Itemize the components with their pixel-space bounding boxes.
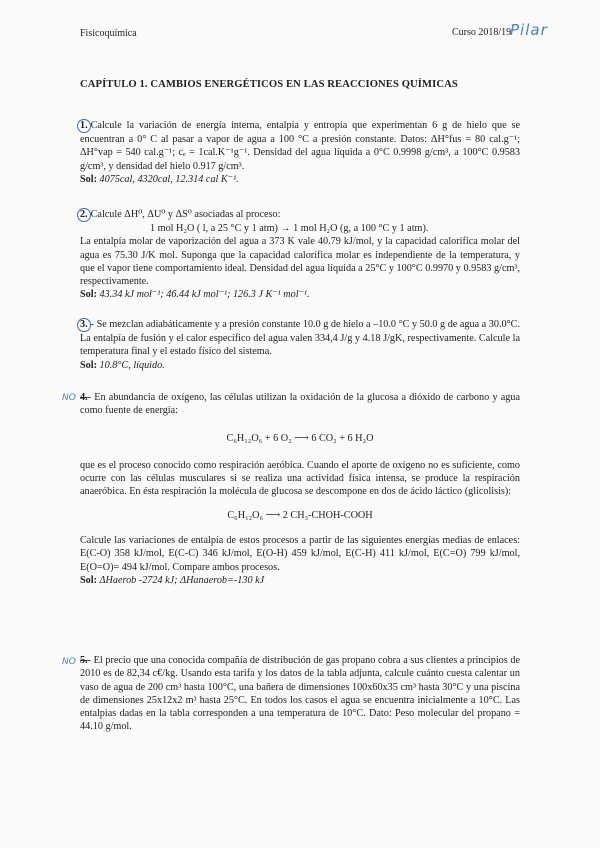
subject-header: Fisicoquímica [80,28,137,39]
course-header: Curso 2018/19 [452,27,512,38]
problem-2 [80,208,520,302]
problem-1-text: Calcule la variación de energía interna, entalpía y entropía que experimentan 6 g de hielo que se encuentran a 0° C al pasar a vapor de agua a 100 °C a presión constante. Datos: ΔH°fus = 80 cal.g⁻¹; ΔH°vap = 540 cal.g⁻¹; cₑ = 1cal.K⁻¹g⁻¹. Densidad del agua líquida a 0°C 0.9998 g/cm³, a 100°C 0.9583 g/cm³, y densidad del hielo 0.917 g/cm³. [80,120,520,172]
equation-aerobic: C₆H₁₂O₆ + 6 O₂ ⟶ 6 CO₂ + 6 H₂O [226,432,374,444]
problem-4-no-mark: NO [62,393,76,403]
problem-4 [80,391,520,587]
problem-5-no-mark: NO [62,657,76,667]
chapter-title: CAPÍTULO 1. CAMBIOS ENERGÉTICOS EN LAS REACCIONES QUÍMICAS [80,79,458,90]
handwritten-name: Pilar [510,21,548,39]
problem-1-solution: 4075cal, 4320cal, 12.314 cal K⁻¹. [99,173,239,185]
problem-4-number: 4. [80,392,88,403]
problem-1-sol-label: Sol: [80,173,97,185]
problem-2-intro: Calcule ΔH⁰, ΔU⁰ y ΔS⁰ asociadas al proceso: [90,209,281,220]
problem-3-text: - Se mezclan adiabáticamente y a presión constante 10.0 g de hielo a –10.0 °C y 50.0 g de agua a 30.0°C. La entalpía de fusión y el calor específico del agua valen 334,4 J/g y 4.18 J/gK, respectivamente. Calcule la temperatura final y el estado físico del sistema. [80,319,520,358]
problem-4-sol-label: Sol: [80,574,97,586]
problem-3-sol-label: Sol: [80,359,97,371]
problem-5-number: 5. [80,655,88,666]
problem-3 [80,318,520,372]
problem-5-text: - El precio que una conocida compañía de distribución de gas propano cobra a sus clientes a principios de 2010 es de 82,34 c€/kg. Usando esta tarifa y los datos de la tabla adjunta, calcule cuánto cuesta calentar un vaso de agua de 200 cm³ hasta 100°C, una bañera de dimensiones 100x60x35 cm³ hasta 30°C y una piscina de dimensiones 25x12x2 m³ hasta 25°C. En todos los casos el agua se encuentra inicialmente a 10°C. Las entalpias dadas en la tabla corresponden a una temperatura de 10°C. Dato: Peso molecular del propano = 44.10 g/mol. [80,655,520,733]
problem-4-solution: ΔHaerob -2724 kJ; ΔHanaerob=-130 kJ [99,574,265,586]
problem-2-reaction: 1 mol H₂O ( l, a 25 °C y 1 atm) → 1 mol H₂O (g, a 100 °C y 1 atm). [150,223,429,234]
problem-1-number: 1. [77,119,91,133]
problem-2-sol-label: Sol: [80,289,97,301]
problem-2-solution: 43.34 kJ mol⁻¹; 46.44 kJ mol⁻¹; 126.3 J K⁻¹ mol⁻¹. [99,289,310,301]
equation-anaerobic: C₆H₁₂O₆ ⟶ 2 CH₃-CHOH-COOH [227,509,373,521]
problem-4-text-2: que es el proceso conocido como respiración aeróbica. Cuando el aporte de oxígeno no es suficiente, como ocurre con las células musculares si se realiza una actividad física intensa, se produce la respiración anaeróbica. En ésta respiración la molécula de glucosa se descompone en dos de ácido láctico (glicolisis): [80,459,520,498]
problem-4-text-1: - En abundancia de oxígeno, las células utilizan la oxidación de la glucosa a dióxido de carbono y agua como fuente de energía: [80,392,520,417]
problem-4-text-3: Calcule las variaciones de entalpía de estos procesos a partir de las siguientes energías medias de enlaces: E(C-O) 358 kJ/mol, E(C-C) 346 kJ/mol, E(O-H) 459 kJ/mol, E(C-H) 411 kJ/mol, E(C=O) 799 kJ/mol, E(O=O)= 494 kJ/mol. Compare ambos procesos. [80,535,520,573]
problem-3-solution: 10.8°C, líquido. [99,359,165,371]
problem-5 [80,654,520,734]
problem-2-text: La entalpía molar de vaporización del agua a 373 K vale 40.79 kJ/mol, y la capacidad calorífica molar del agua es 75.30 J/K mol. Suponga que la capacidad calorífica molar es independiente de la temperatura, y que el vapor tiene comportamiento ideal. Densidad del agua líquida a 25°C y 100°C 0.9970 y 0.9583 g/cm³, respectivamente. [80,236,520,288]
problem-1 [80,119,520,186]
problem-2-number: 2. [77,208,91,222]
problem-3-number: 3. [77,318,91,332]
